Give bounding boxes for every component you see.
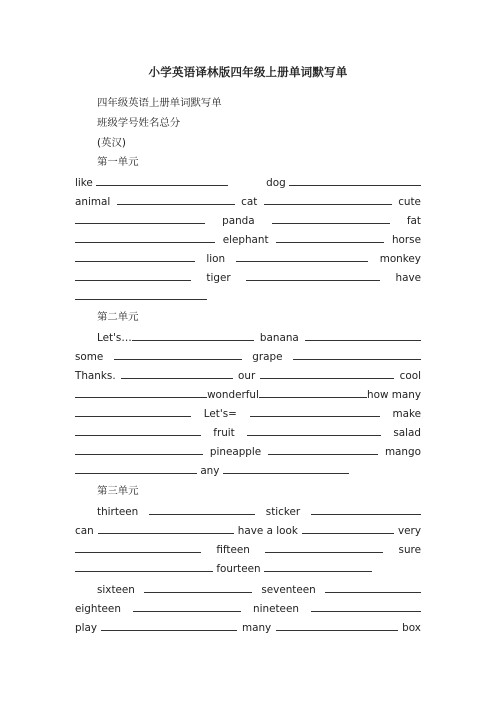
unit-1-row-7: [75, 289, 207, 304]
answer-blank: [121, 368, 233, 379]
unit-2-row-1: [97, 330, 421, 345]
word: any: [200, 465, 220, 477]
word: very: [398, 525, 421, 537]
answer-blank: [289, 175, 421, 186]
unit-3-row-6: [75, 601, 421, 616]
unit-1-row-3: [75, 213, 421, 228]
unit-1-row-5: [75, 251, 421, 266]
word: some: [75, 351, 104, 363]
word: box: [402, 622, 421, 634]
word: cool: [399, 370, 421, 382]
word: monkey: [379, 253, 421, 265]
unit-2-row-3: [75, 368, 421, 383]
word: how many: [367, 389, 421, 401]
unit-1-heading: 第一单元: [97, 156, 139, 168]
word: banana: [259, 332, 299, 344]
word: horse: [391, 234, 421, 246]
answer-blank: [311, 601, 421, 612]
unit-3-row-7: [75, 620, 421, 635]
answer-blank: [75, 463, 197, 474]
unit-3-heading: 第三单元: [97, 485, 139, 497]
word: wonderful: [207, 389, 259, 401]
unit-3-row-5: [97, 582, 421, 597]
answer-blank: [101, 620, 237, 631]
answer-blank: [265, 542, 383, 553]
answer-blank: [250, 406, 380, 417]
unit-2-row-6: [75, 425, 421, 440]
word: pineapple: [209, 446, 262, 458]
answer-blank: [96, 175, 228, 186]
unit-3-row-3: [75, 542, 421, 557]
answer-blank: [260, 368, 394, 379]
answer-blank: [117, 194, 235, 205]
word: mango: [384, 446, 421, 458]
word: salad: [393, 427, 421, 439]
answer-blank: [132, 330, 254, 341]
answer-blank: [98, 523, 234, 534]
page-title: 小学英语译林版四年级上册单词默写单: [148, 65, 348, 79]
answer-blank: [325, 582, 421, 593]
answer-blank: [75, 406, 191, 417]
word: our: [238, 370, 256, 382]
answer-blank: [114, 349, 242, 360]
unit-2-heading: 第二单元: [97, 311, 139, 323]
header-fields: 班级学号姓名总分: [97, 117, 181, 129]
answer-blank: [75, 444, 203, 455]
word: make: [392, 408, 421, 420]
word: lion: [206, 253, 226, 265]
answer-blank: [149, 504, 255, 515]
answer-blank: [223, 463, 349, 474]
answer-blank: [276, 232, 384, 243]
answer-blank: [75, 387, 207, 398]
unit-2-row-7: [75, 444, 421, 459]
unit-2-row-5: [75, 406, 421, 421]
word: cute: [398, 196, 421, 208]
answer-blank: [311, 504, 421, 515]
word: fruit: [213, 427, 235, 439]
word: play: [75, 622, 97, 634]
word: sticker: [265, 506, 301, 518]
unit-2-row-8: [75, 463, 349, 478]
answer-blank: [75, 232, 215, 243]
answer-blank: [276, 620, 398, 631]
subtitle: 四年级英语上册单词默写单: [97, 97, 222, 109]
answer-blank: [75, 251, 195, 262]
word: panda: [222, 215, 255, 227]
answer-blank: [264, 561, 372, 572]
answer-blank: [272, 213, 390, 224]
word: have a look: [237, 525, 298, 537]
answer-blank: [264, 194, 392, 205]
answer-blank: [75, 561, 213, 572]
word: tiger: [206, 272, 231, 284]
word: Thanks.: [75, 370, 116, 382]
unit-3-row-1: [97, 504, 421, 519]
answer-blank: [293, 349, 421, 360]
word: nineteen: [253, 603, 299, 615]
word: sixteen: [97, 584, 135, 596]
answer-blank: [247, 425, 381, 436]
word: fat: [406, 215, 421, 227]
unit-2-row-4: [75, 387, 421, 402]
word: sure: [398, 544, 421, 556]
unit-1-row-4: [75, 232, 421, 247]
answer-blank: [236, 251, 368, 262]
word: like: [75, 177, 93, 189]
unit-1-row-1: [75, 175, 421, 190]
answer-blank: [302, 523, 394, 534]
word: thirteen: [97, 506, 139, 518]
answer-blank: [75, 289, 207, 300]
answer-blank: [246, 270, 380, 281]
unit-3-row-4: [75, 561, 372, 576]
answer-blank: [75, 270, 191, 281]
word: fifteen: [216, 544, 250, 556]
unit-2-row-2: [75, 349, 421, 364]
word: elephant: [222, 234, 269, 246]
word: eighteen: [75, 603, 121, 615]
word: grape: [252, 351, 283, 363]
word: have: [395, 272, 421, 284]
unit-1-row-2: [75, 194, 421, 209]
answer-blank: [144, 582, 252, 593]
answer-blank: [268, 444, 378, 455]
answer-blank: [259, 387, 367, 398]
word: many: [241, 622, 272, 634]
direction-label: (英汉): [97, 137, 126, 149]
word: cat: [241, 196, 258, 208]
word: can: [75, 525, 94, 537]
answer-blank: [75, 213, 205, 224]
unit-3-row-2: [75, 523, 421, 538]
unit-1-row-6: [75, 270, 421, 285]
word: Let's…: [97, 332, 132, 344]
answer-blank: [75, 425, 201, 436]
word: seventeen: [261, 584, 316, 596]
word: dog: [266, 177, 286, 189]
answer-blank: [133, 601, 241, 612]
answer-blank: [305, 330, 421, 341]
word: fourteen: [216, 563, 261, 575]
word: animal: [75, 196, 111, 208]
word: Let's=: [203, 408, 237, 420]
answer-blank: [75, 542, 201, 553]
